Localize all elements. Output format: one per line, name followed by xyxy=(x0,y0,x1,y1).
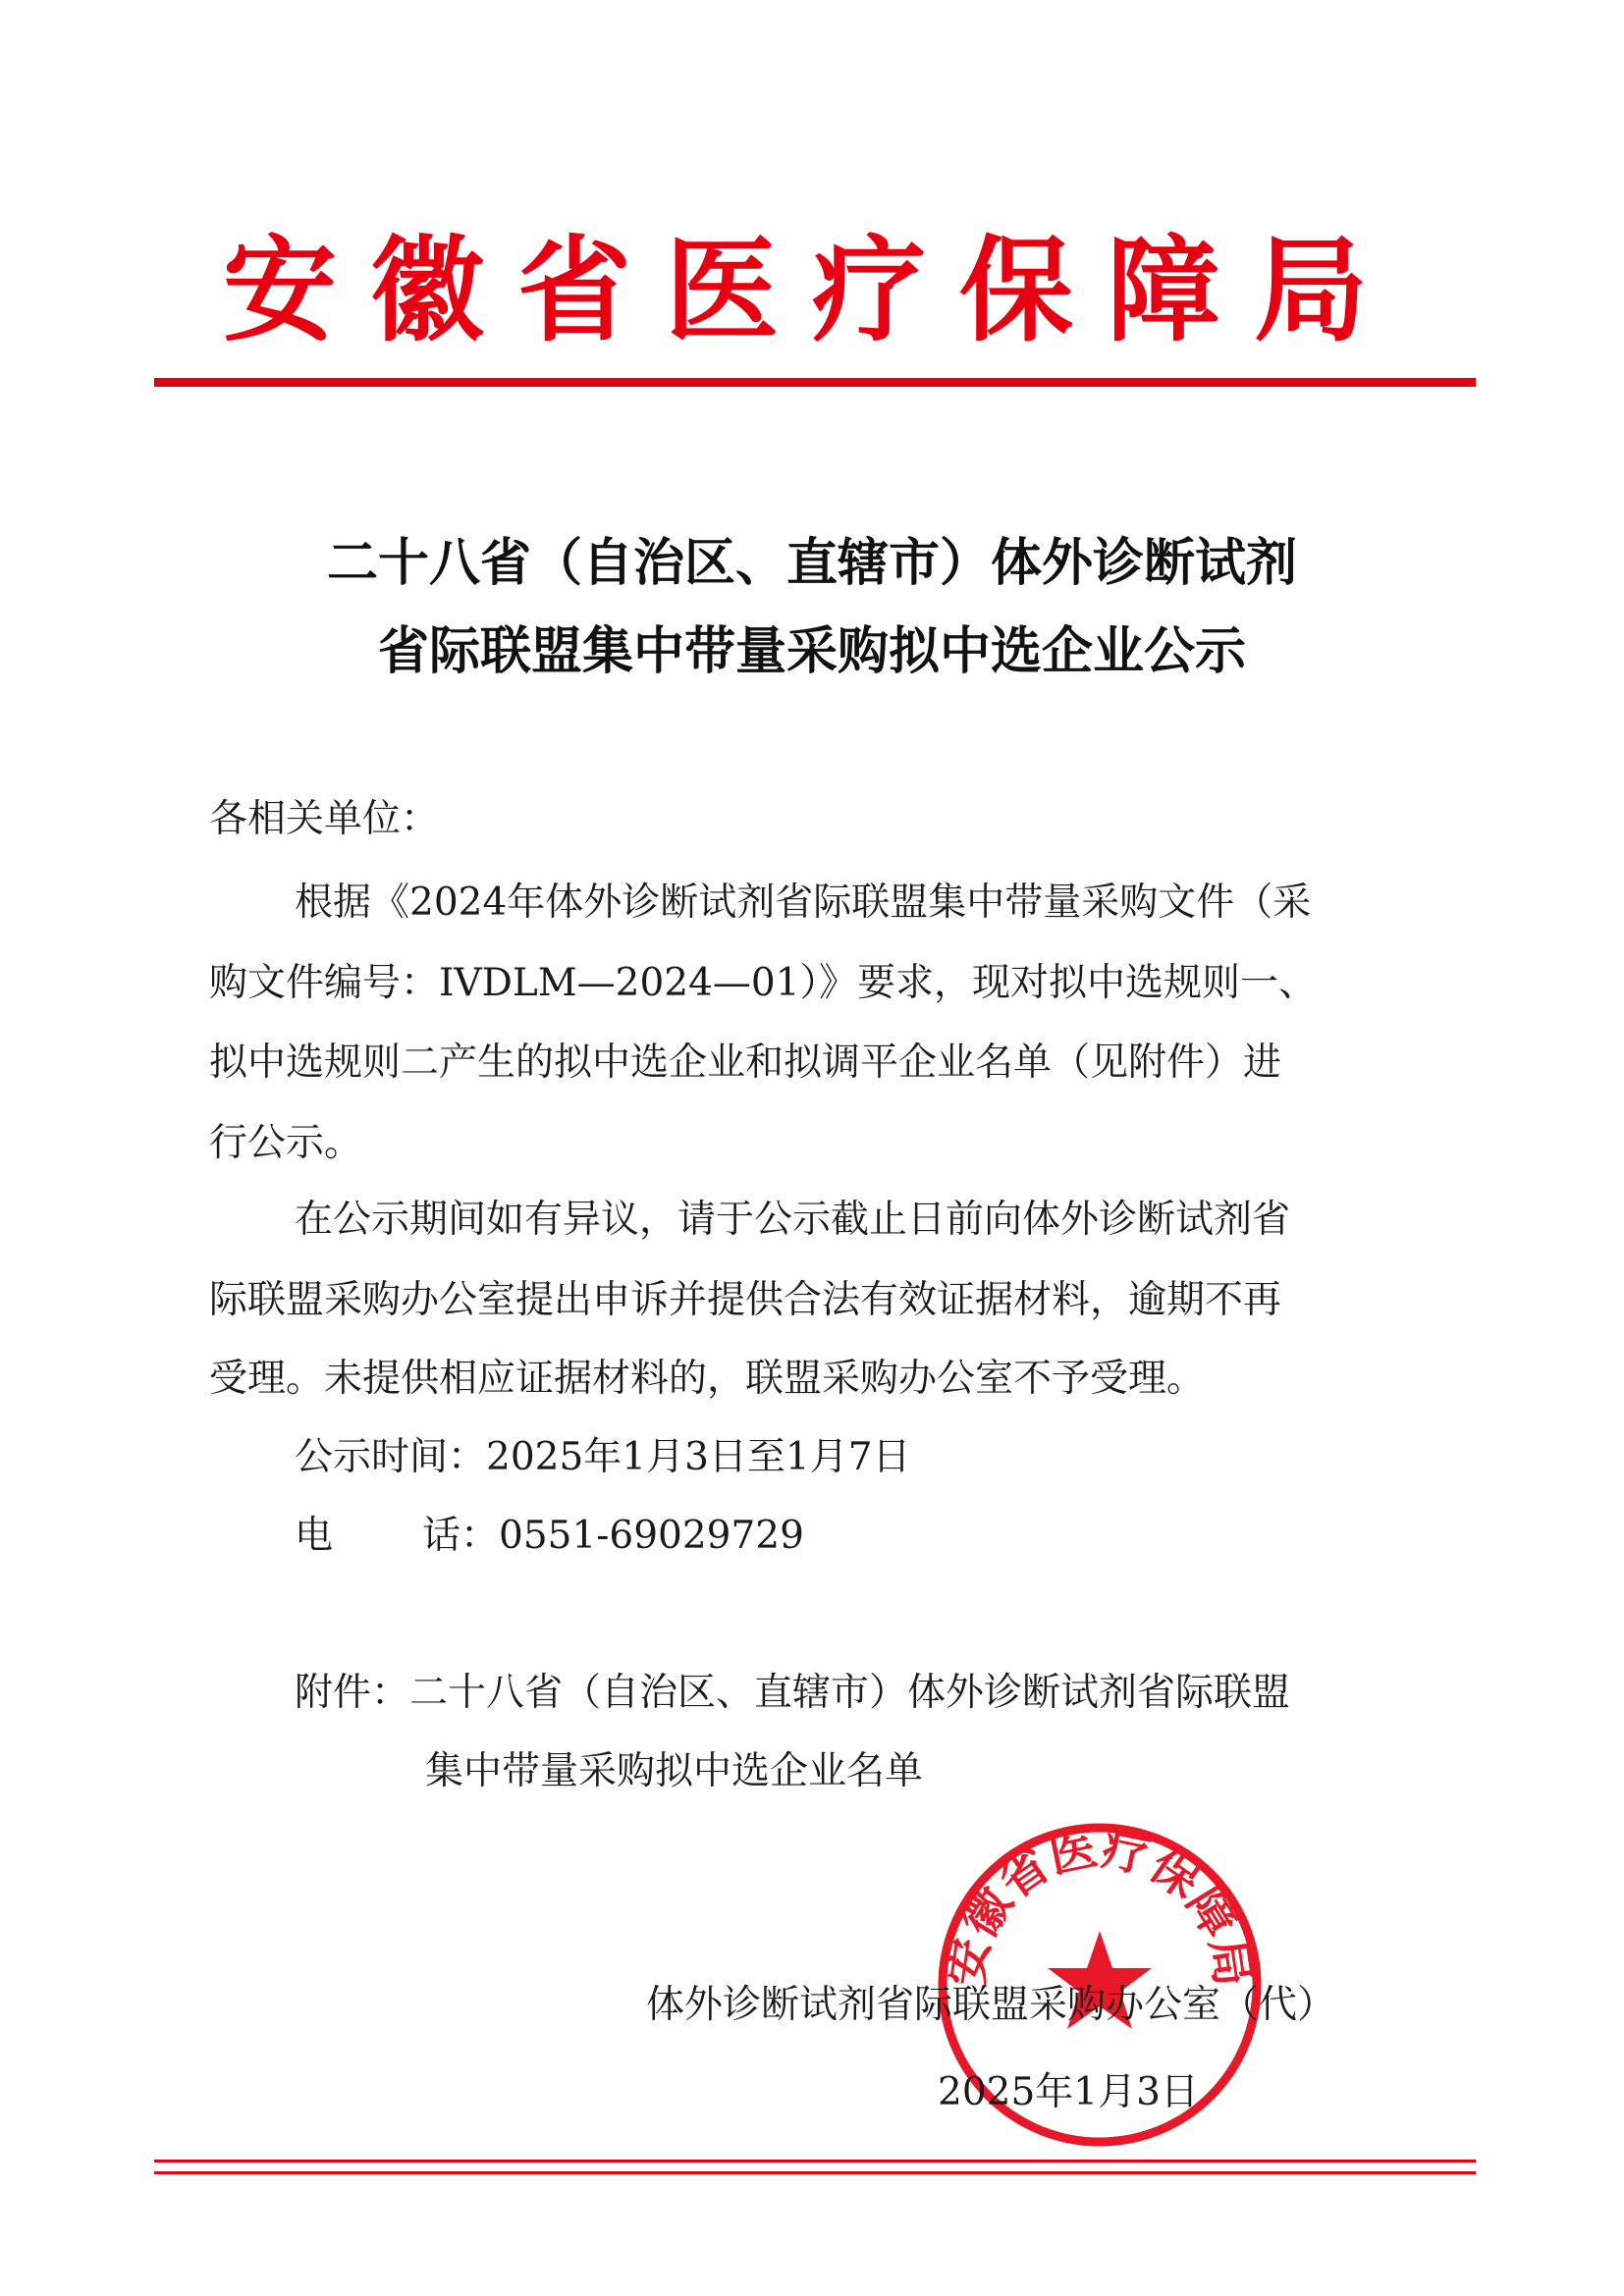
footer-rule-top xyxy=(154,2160,1476,2163)
org-masthead: 安徽省医疗保障局 xyxy=(223,225,1401,357)
attachment-line-1: 附件：二十八省（自治区、直辖市）体外诊断试剂省际联盟 xyxy=(295,1671,1291,1715)
phone-label-a: 电 xyxy=(295,1514,334,1558)
para2-line-3: 受理。未提供相应证据材料的，联盟采购办公室不予受理。 xyxy=(209,1357,1206,1401)
notice-period: 公示时间：2025年1月3日至1月7日 xyxy=(295,1435,911,1479)
issue-date: 2025年1月3日 xyxy=(938,2070,1199,2114)
phone-number: 话：0551-69029729 xyxy=(422,1514,804,1558)
notice-title-line-1: 二十八省（自治区、直辖市）体外诊断试剂 xyxy=(326,534,1297,593)
para1-line-4: 行公示。 xyxy=(209,1121,363,1165)
salutation: 各相关单位： xyxy=(209,797,440,841)
para1-line-2: 购文件编号：IVDLM—2024—01）》要求，现对拟中选规则一、 xyxy=(209,961,1318,1005)
para2-line-1: 在公示期间如有异议，请于公示截止日前向体外诊断试剂省 xyxy=(295,1198,1291,1242)
seal-text: 安徽省医疗保障局 xyxy=(939,1820,1261,1990)
footer-rule-bottom xyxy=(154,2171,1476,2174)
para2-line-2: 际联盟采购办公室提出申诉并提供合法有效证据材料，逾期不再 xyxy=(209,1278,1282,1322)
attachment-line-2: 集中带量采购拟中选企业名单 xyxy=(425,1749,924,1793)
para1-line-1: 根据《2024年体外诊断试剂省际联盟集中带量采购文件（采 xyxy=(295,881,1312,925)
notice-title-line-2: 省际联盟集中带量采购拟中选企业公示 xyxy=(377,622,1246,681)
para1-line-3: 拟中选规则二产生的拟中选企业和拟调平企业名单（见附件）进 xyxy=(209,1041,1282,1085)
issuer-name: 体外诊断试剂省际联盟采购办公室（代） xyxy=(646,1983,1336,2027)
header-rule xyxy=(154,378,1476,387)
